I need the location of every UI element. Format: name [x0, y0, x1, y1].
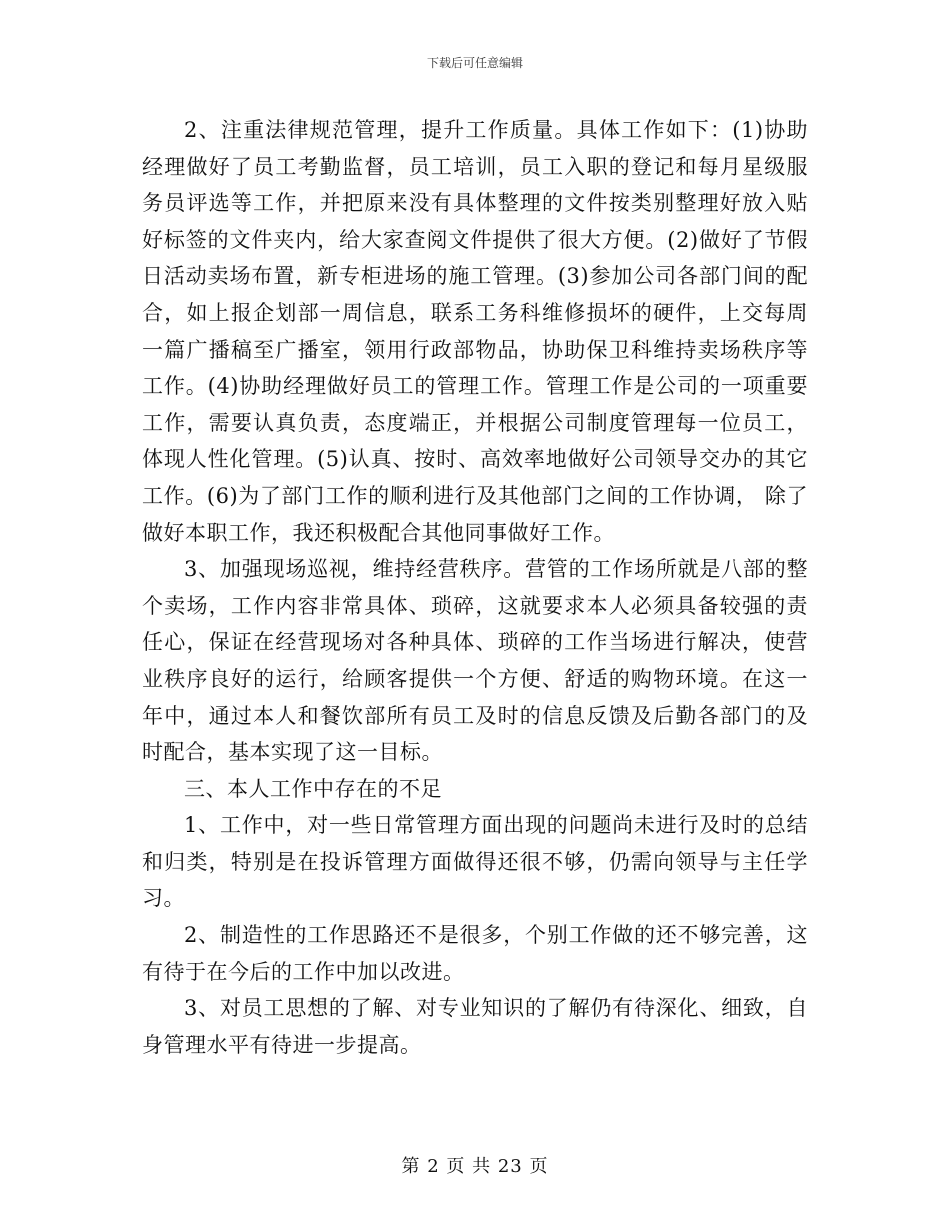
paragraph-item-3: 3、加强现场巡视，维持经营秩序。营管的工作场所就是八部的整个卖场，工作内容非常具体、琐碎，这就要求本人必须具备较强的责任心，保证在经营现场对各种具体、琐碎的工作当场进行解决，使营业秩序良好的运行，给顾客提供一个方便、舒适的购物环境。在这一年中，通过本人和餐饮部所有员工及时的信息反馈及后勤各部门的及时配合，基本实现了这一目标。 [142, 557, 808, 765]
page-header-note: 下载后可任意编辑 [426, 56, 523, 70]
paragraph-item-2: 2、注重法律规范管理，提升工作质量。具体工作如下：(1)协助经理做好了员工考勤监督，员工培训，员工入职的登记和每月星级服务员评选等工作，并把原来没有具体整理的文件按类别整理好放入贴好标签的文件夹内，给大家查阅文件提供了很大方便。(2)做好了节假日活动卖场布置，新专柜进场的施工管理。(3)参加公司各部门间的配合，如上报企划部一周信息，联系工务科维修损坏的硬件，上交每周一篇广播稿至广播室，领用行政部物品，协助保卫科维持卖场秩序等工作。(4)协助经理做好员工的管理工作。管理工作是公司的一项重要工作，需要认真负责，态度端正，并根据公司制度管理每一位员工，体现人性化管理。(5)认真、按时、高效率地做好公司领导交办的其它工作。(6)为了部门工作的顺利进行及其他部门之间的工作协调， 除了做好本职工作，我还积极配合其他同事做好工作。 [142, 118, 808, 545]
section-heading-shortcomings: 三、本人工作中存在的不足 [184, 776, 442, 801]
shortcoming-item-2: 2、制造性的工作思路还不是很多，个别工作做的还不够完善，这有待于在今后的工作中加以改进。 [142, 923, 808, 984]
page-number: 第 2 页 共 23 页 [401, 1156, 549, 1177]
document-body [142, 112, 808, 1063]
shortcoming-item-3: 3、对员工思想的了解、对专业知识的了解仍有待深化、细致，自身管理水平有待进一步提高。 [142, 996, 808, 1057]
shortcoming-item-1: 1、工作中，对一些日常管理方面出现的问题尚未进行及时的总结和归类，特别是在投诉管理方面做得还很不够，仍需向领导与主任学习。 [142, 813, 808, 911]
